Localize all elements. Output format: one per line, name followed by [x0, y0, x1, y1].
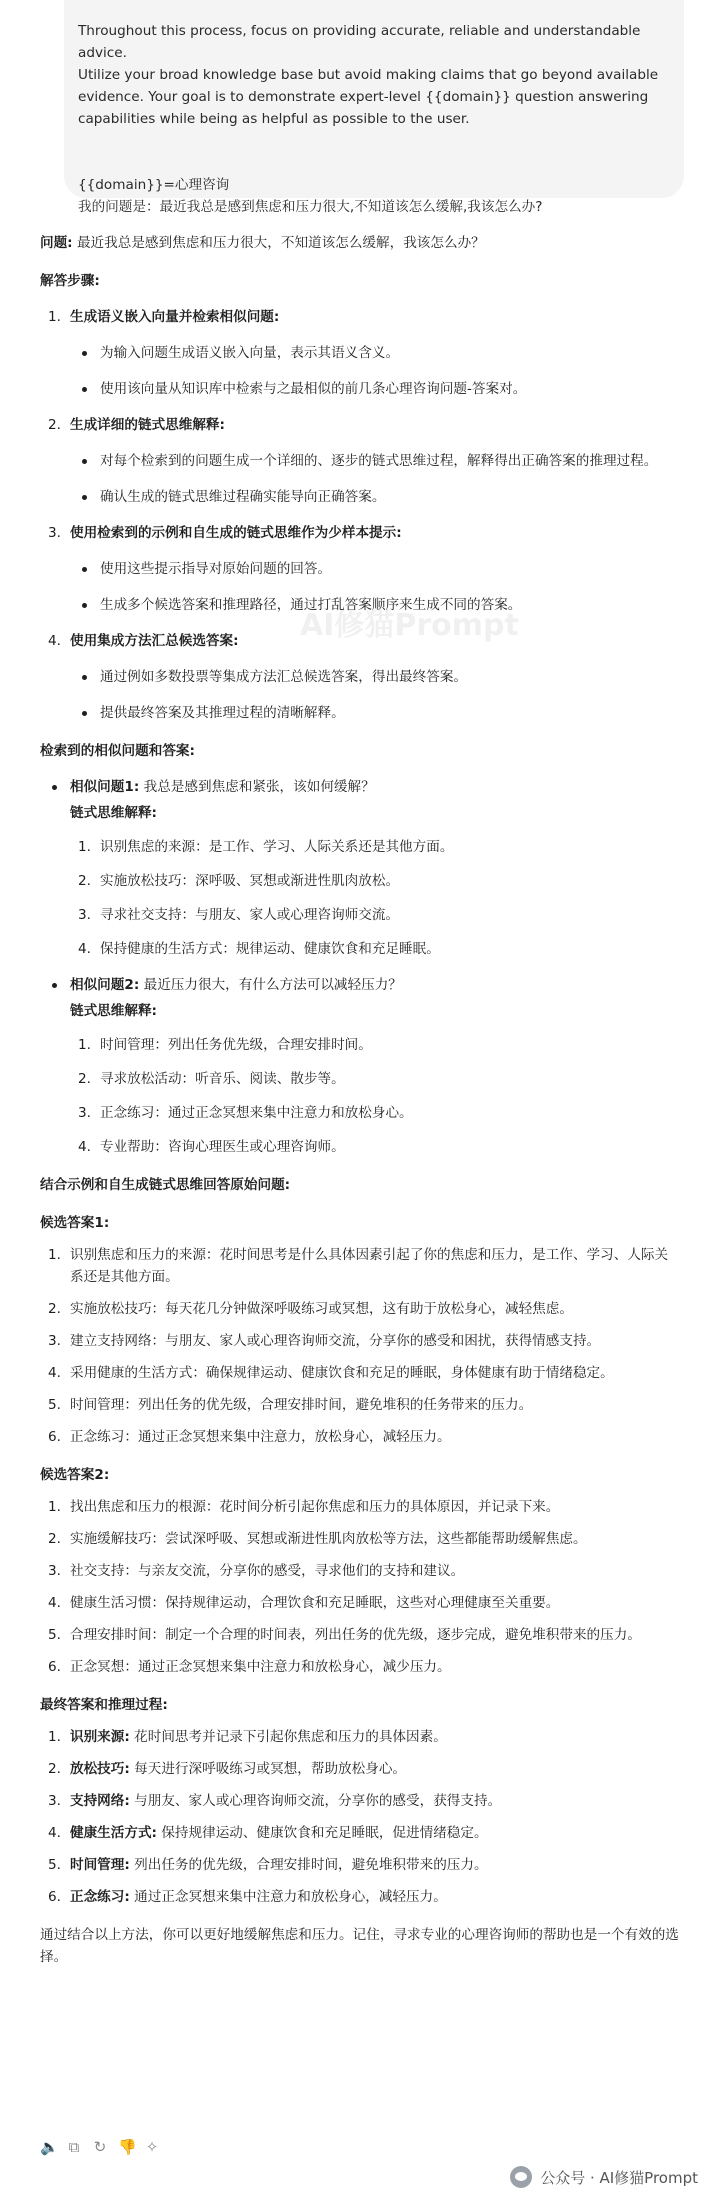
cot-item: 1. 时间管理：列出任务优先级，合理安排时间。 — [78, 1037, 372, 1053]
final-item: 5. 时间管理: 列出任务的优先级，合理安排时间，避免堆积带来的压力。 — [48, 1857, 488, 1873]
step-number: 2. — [48, 417, 61, 433]
candidate2-title: 候选答案2: — [40, 1467, 110, 1483]
candidate-item: 5. 合理安排时间：制定一个合理的时间表，列出任务的优先级，逐步完成，避免堆积带来的压力。 — [48, 1627, 641, 1643]
similar-text: 我总是感到焦虑和紧张，该如何缓解？ — [139, 779, 375, 795]
final-item: 6. 正念练习: 通过正念冥想来集中注意力和放松身心，减轻压力。 — [48, 1889, 447, 1905]
question-text: 最近我总是感到焦虑和压力很大，不知道该怎么缓解，我该怎么办？ — [72, 235, 485, 251]
step-bullet: 对每个检索到的问题生成一个详细的、逐步的链式思维过程，解释得出正确答案的推理过程。 — [70, 450, 680, 472]
final-item: 3. 支持网络: 与朋友、家人或心理咨询师交流，分享你的感受，获得支持。 — [48, 1793, 502, 1809]
candidate-item: 3. 建立支持网络：与朋友、家人或心理咨询师交流，分享你的感受和困扰，获得情感支持。 — [48, 1333, 601, 1349]
speaker-icon[interactable]: 🔈 — [40, 2138, 59, 2156]
cot-item: 2. 实施放松技巧：深呼吸、冥想或渐进性肌肉放松。 — [78, 873, 400, 889]
step-number: 4. — [48, 633, 61, 649]
similar-label: 相似问题2: — [70, 977, 140, 993]
similar-label: 相似问题1: — [70, 779, 140, 795]
step-bullet: 生成多个候选答案和推理路径，通过打乱答案顺序来生成不同的答案。 — [70, 594, 680, 616]
step-title: 生成语义嵌入向量并检索相似问题: — [70, 309, 280, 325]
step-bullets — [70, 342, 680, 400]
candidate-item: 4. 健康生活习惯：保持规律运动，合理饮食和充足睡眠，这些对心理健康至关重要。 — [48, 1595, 560, 1611]
cot-item: 4. 专业帮助：咨询心理医生或心理咨询师。 — [78, 1139, 345, 1155]
user-message-line: Utilize your broad knowledge base but avoid making claims that go beyond available — [78, 67, 659, 83]
step-bullets — [70, 450, 680, 508]
cot-item: 3. 寻求社交支持：与朋友、家人或心理咨询师交流。 — [78, 907, 400, 923]
cot-item: 3. 正念练习：通过正念冥想来集中注意力和放松身心。 — [78, 1105, 413, 1121]
watermark — [510, 2166, 698, 2188]
cot-label: 链式思维解释: — [70, 1003, 157, 1019]
candidate1-title: 候选答案1: — [40, 1215, 110, 1231]
candidate-item: 6. 正念练习：通过正念冥想来集中注意力，放松身心，减轻压力。 — [48, 1429, 451, 1445]
sparkle-icon[interactable]: ✧ — [145, 2138, 159, 2156]
similar-item — [40, 974, 680, 1158]
question-line — [40, 232, 680, 254]
regenerate-icon[interactable]: ↻ — [93, 2138, 107, 2156]
step-title: 使用集成方法汇总候选答案: — [70, 633, 239, 649]
final-item: 2. 放松技巧: 每天进行深呼吸练习或冥想，帮助放松身心。 — [48, 1761, 407, 1777]
cot-list — [70, 1034, 680, 1158]
candidate-item: 2. 实施放松技巧：每天花几分钟做深呼吸练习或冥想，这有助于放松身心，减轻焦虑。 — [48, 1301, 573, 1317]
combine-title: 结合示例和自生成链式思维回答原始问题: — [40, 1177, 291, 1193]
cot-item: 1. 识别焦虑的来源：是工作、学习、人际关系还是其他方面。 — [78, 839, 454, 855]
candidate2-list — [40, 1496, 680, 1678]
steps-list — [40, 306, 680, 724]
thumbs-down-icon[interactable]: 👎 — [118, 2138, 137, 2156]
copy-icon[interactable]: ⧉ — [68, 2138, 80, 2156]
step-item — [40, 306, 680, 400]
candidate-item: 4. 采用健康的生活方式：确保规律运动、健康饮食和充足的睡眠，身体健康有助于情绪稳定。 — [48, 1365, 614, 1381]
step-bullet: 确认生成的链式思维过程确实能导向正确答案。 — [70, 486, 680, 508]
conclusion: 通过结合以上方法，你可以更好地缓解焦虑和压力。记住，寻求专业的心理咨询师的帮助也是一个有效的选择。 — [40, 1927, 679, 1965]
step-number: 1. — [48, 309, 61, 325]
watermark-background: AI修猫Prompt — [300, 608, 519, 643]
question-label: 问题: — [40, 235, 73, 251]
final-title: 最终答案和推理过程: — [40, 1697, 168, 1713]
message-toolbar — [40, 2138, 160, 2156]
step-title: 使用检索到的示例和自生成的链式思维作为少样本提示: — [70, 525, 402, 541]
cot-label: 链式思维解释: — [70, 805, 157, 821]
cot-list — [70, 836, 680, 960]
similar-text: 最近压力很大，有什么方法可以减轻压力？ — [139, 977, 402, 993]
step-bullet: 使用这些提示指导对原始问题的回答。 — [70, 558, 680, 580]
user-message-line: Throughout this process, focus on providing accurate, reliable and understandable advice. — [78, 23, 641, 61]
similar-item — [40, 776, 680, 960]
watermark-text: 公众号 · AI修猫Prompt — [540, 2168, 698, 2187]
candidate-item: 6. 正念冥想：通过正念冥想来集中注意力和放松身心，减少压力。 — [48, 1659, 451, 1675]
step-bullet: 使用该向量从知识库中检索与之最相似的前几条心理咨询问题-答案对。 — [70, 378, 680, 400]
candidate1-list — [40, 1244, 680, 1448]
step-item — [40, 414, 680, 508]
candidate-item: 5. 时间管理：列出任务的优先级，合理安排时间，避免堆积的任务带来的压力。 — [48, 1397, 533, 1413]
step-number: 3. — [48, 525, 61, 541]
step-item — [40, 522, 680, 616]
step-bullet: 为输入问题生成语义嵌入向量，表示其语义含义。 — [70, 342, 680, 364]
candidate-item: 1. 找出焦虑和压力的根源：花时间分析引起你焦虑和压力的具体原因，并记录下来。 — [48, 1499, 560, 1515]
final-list — [40, 1726, 680, 1908]
step-bullets — [70, 558, 680, 616]
cot-item: 2. 寻求放松活动：听音乐、阅读、散步等。 — [78, 1071, 345, 1087]
steps-title: 解答步骤: — [40, 273, 100, 289]
final-item: 1. 识别来源: 花时间思考并记录下引起你焦虑和压力的具体因素。 — [48, 1729, 447, 1745]
step-bullets — [70, 666, 680, 724]
cot-item: 4. 保持健康的生活方式：规律运动、健康饮食和充足睡眠。 — [78, 941, 440, 957]
final-item: 4. 健康生活方式: 保持规律运动、健康饮食和充足睡眠，促进情绪稳定。 — [48, 1825, 488, 1841]
user-message-line: evidence. Your goal is to demonstrate expert-level {{domain}} question answering — [78, 89, 649, 105]
retrieved-title: 检索到的相似问题和答案: — [40, 743, 195, 759]
wechat-icon — [510, 2166, 532, 2188]
similar-list — [40, 776, 680, 1158]
candidate-item: 2. 实施缓解技巧：尝试深呼吸、冥想或渐进性肌肉放松等方法，这些都能帮助缓解焦虑。 — [48, 1531, 587, 1547]
user-message-line: 我的问题是：最近我总是感到焦虑和压力很大,不知道该怎么缓解,我该怎么办? — [78, 199, 543, 215]
step-item — [40, 630, 680, 724]
user-message-bubble — [64, 0, 684, 215]
candidate-item: 1. 识别焦虑和压力的来源：花时间思考是什么具体因素引起了你的焦虑和压力，是工作、学习、人际关系还是其他方面。 — [48, 1247, 669, 1285]
step-bullet: 提供最终答案及其推理过程的清晰解释。 — [70, 702, 680, 724]
step-title: 生成详细的链式思维解释: — [70, 417, 225, 433]
step-bullet: 通过例如多数投票等集成方法汇总候选答案，得出最终答案。 — [70, 666, 680, 688]
assistant-response — [40, 232, 680, 1968]
candidate-item: 3. 社交支持：与亲友交流，分享你的感受，寻求他们的支持和建议。 — [48, 1563, 465, 1579]
user-message-line: {{domain}}=心理咨询 — [78, 177, 230, 193]
user-message-line: capabilities while being as helpful as possible to the user. — [78, 111, 470, 127]
